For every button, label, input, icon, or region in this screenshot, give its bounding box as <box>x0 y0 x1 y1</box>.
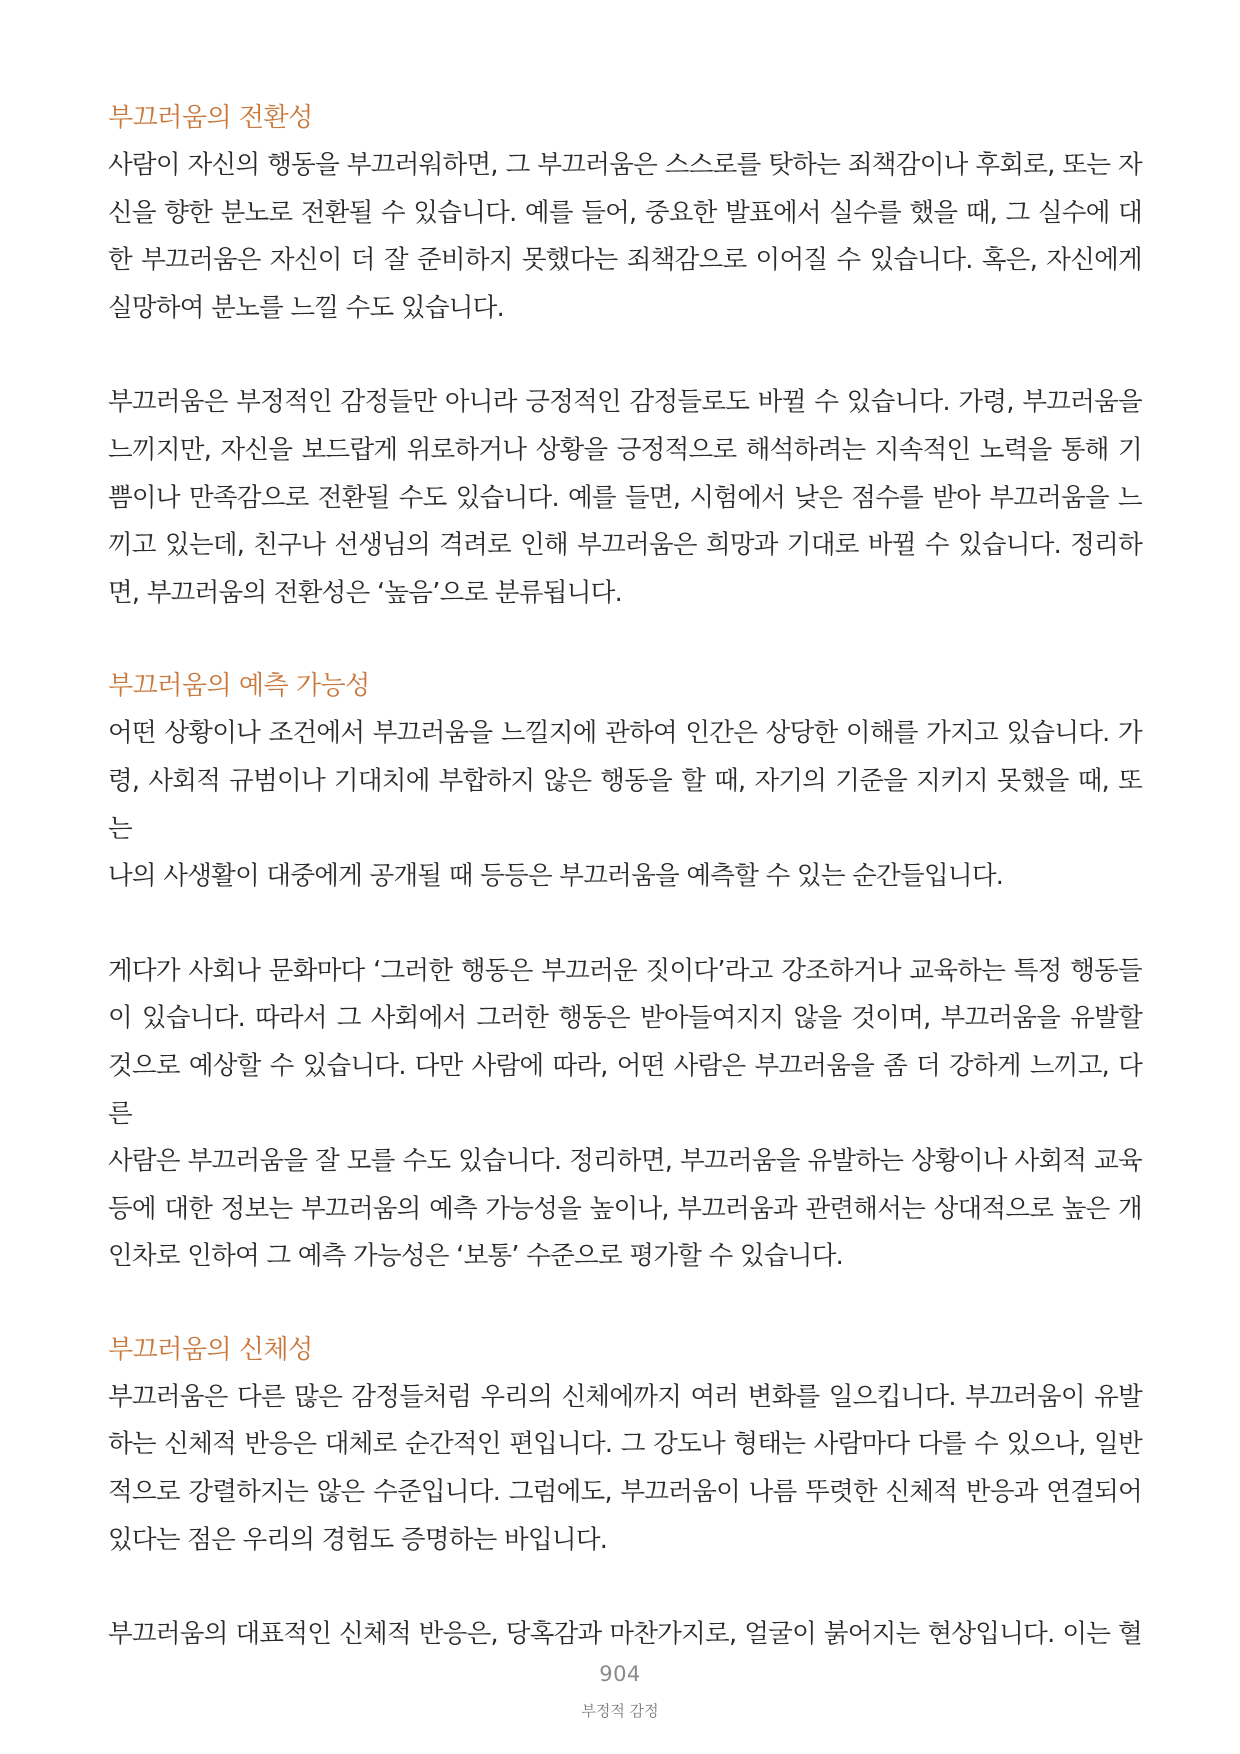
text-line: 실망하여 분노를 느낄 수도 있습니다. <box>108 292 505 323</box>
text-line: 나의 사생활이 대중에게 공개될 때 등등은 부끄러움을 예측할 수 있는 순간들입니다. <box>108 861 1004 892</box>
page-body <box>108 96 1142 1659</box>
text-line: 쁨이나 만족감으로 전환될 수도 있습니다. 예를 들면, 시험에서 낮은 점수를 받아 부끄러움을 느 <box>108 482 1142 513</box>
section-physicality <box>108 1328 1142 1659</box>
text-line: 부끄러움의 대표적인 신체적 반응은, 당혹감과 마찬가지로, 얼굴이 붉어지는 현상입니다. 이는 혈 <box>108 1619 1142 1650</box>
text-line: 느끼지만, 자신을 보드랍게 위로하거나 상황을 긍정적으로 해석하려는 지속적인 노력을 통해 기 <box>108 434 1142 465</box>
text-line: 부끄러움은 다른 많은 감정들처럼 우리의 신체에까지 여러 변화를 일으킵니다. 부끄러움이 유발 <box>108 1381 1142 1412</box>
page-number: 904 <box>599 1662 641 1686</box>
text-line: 사람은 부끄러움을 잘 모를 수도 있습니다. 정리하면, 부끄러움을 유발하는 상황이나 사회적 교육 <box>108 1146 1142 1177</box>
section-heading: 부끄러움의 전환성 <box>108 103 313 133</box>
text-line: 끼고 있는데, 친구나 선생님의 격려로 인해 부끄러움은 희망과 기대로 바뀔 수 있습니다. 정리하 <box>108 530 1142 561</box>
text-line: 인차로 인하여 그 예측 가능성은 ‘보통’ 수준으로 평가할 수 있습니다. <box>108 1241 844 1272</box>
running-footer-title: 부정적 감정 <box>581 1702 659 1720</box>
paragraph <box>108 379 1142 617</box>
paragraph <box>108 948 1142 1281</box>
text-line: 한 부끄러움은 자신이 더 잘 준비하지 못했다는 죄책감으로 이어질 수 있습니다. 혹은, 자신에게 <box>108 245 1142 276</box>
section-transformability <box>108 96 1142 617</box>
text-line: 부끄러움은 부정적인 감정들만 아니라 긍정적인 감정들로도 바뀔 수 있습니다. 가령, 부끄러움을 <box>108 387 1142 418</box>
text-line: 신을 향한 분노로 전환될 수 있습니다. 예를 들어, 중요한 발표에서 실수를 했을 때, 그 실수에 대 <box>108 197 1142 228</box>
text-line: 있다는 점은 우리의 경험도 증명하는 바입니다. <box>108 1524 608 1555</box>
text-line: 면, 부끄러움의 전환성은 ‘높음’으로 분류됩니다. <box>108 577 622 608</box>
section-heading: 부끄러움의 예측 가능성 <box>108 671 370 702</box>
section-predictability <box>108 664 1142 1281</box>
text-line: 게다가 사회나 문화마다 ‘그러한 행동은 부끄러운 짓이다’라고 강조하거나 교육하는 특정 행동들 <box>108 955 1142 986</box>
text-line: 하는 신체적 반응은 대체로 순간적인 편입니다. 그 강도나 형태는 사람마다 다를 수 있으나, 일반 <box>108 1429 1142 1460</box>
text-line: 어떤 상황이나 조건에서 부끄러움을 느낄지에 관하여 인간은 상당한 이해를 가지고 있습니다. 가 <box>108 718 1142 749</box>
paragraph <box>108 710 1142 900</box>
text-line: 등에 대한 정보는 부끄러움의 예측 가능성을 높이나, 부끄러움과 관련해서는 상대적으로 높은 개 <box>108 1193 1142 1224</box>
text-line: 령, 사회적 규범이나 기대치에 부합하지 않은 행동을 할 때, 자기의 기준을 지키지 못했을 때, 또는 <box>108 765 1142 844</box>
paragraph <box>108 142 1142 332</box>
text-line: 적으로 강렬하지는 않은 수준입니다. 그럼에도, 부끄러움이 나름 뚜렷한 신체적 반응과 연결되어 <box>108 1477 1142 1508</box>
text-line: 것으로 예상할 수 있습니다. 다만 사람에 따라, 어떤 사람은 부끄러움을 좀 더 강하게 느끼고, 다른 <box>108 1050 1142 1129</box>
section-heading: 부끄러움의 신체성 <box>108 1334 313 1365</box>
paragraph <box>108 1611 1142 1659</box>
paragraph <box>108 1374 1142 1564</box>
text-line: 사람이 자신의 행동을 부끄러워하면, 그 부끄러움은 스스로를 탓하는 죄책감이나 후회로, 또는 자 <box>108 150 1142 180</box>
text-line: 이 있습니다. 따라서 그 사회에서 그러한 행동은 받아들여지지 않을 것이며, 부끄러움을 유발할 <box>108 1003 1142 1034</box>
